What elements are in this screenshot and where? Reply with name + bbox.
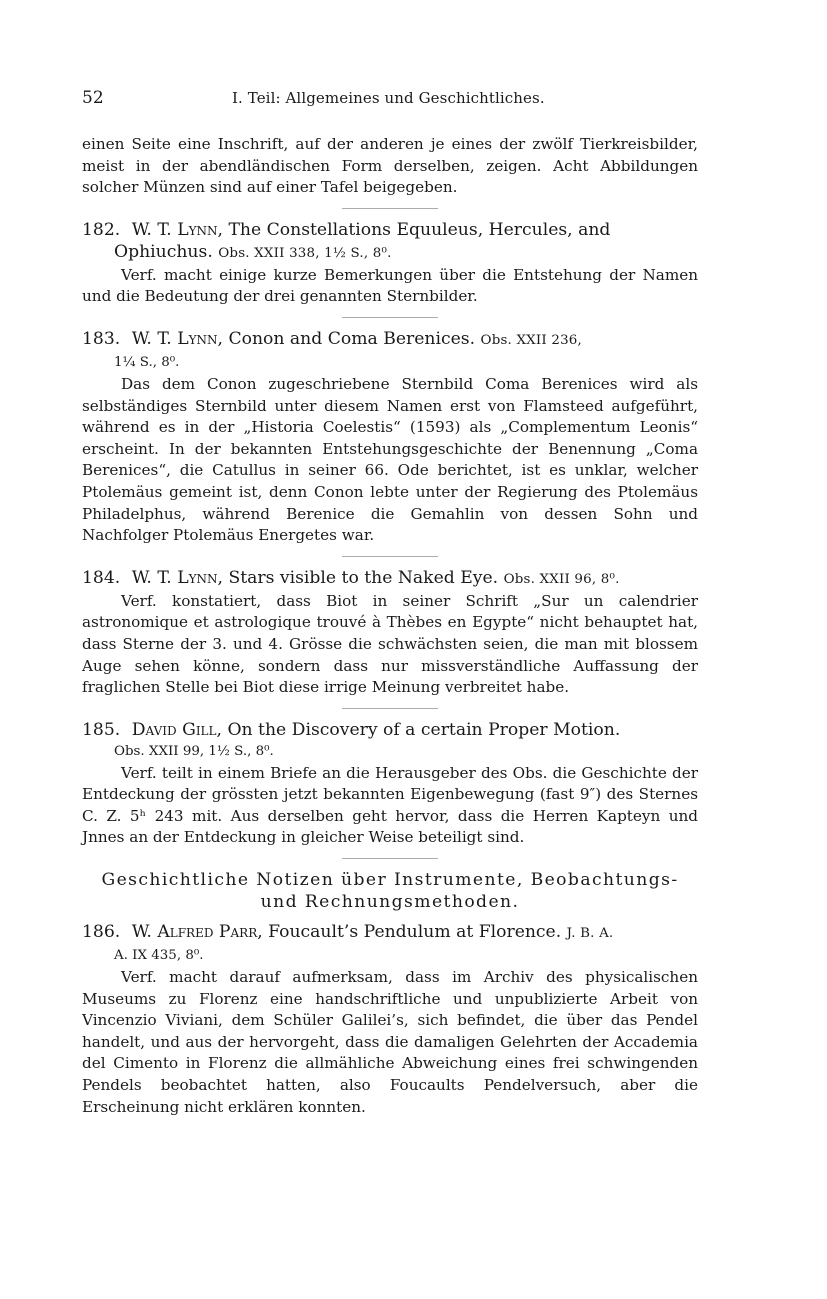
entry-number: 185. bbox=[82, 719, 121, 740]
entry-heading bbox=[82, 719, 698, 763]
entry-number: 186. bbox=[82, 922, 121, 943]
entry-title: Foucault’s Pendulum at Florence. bbox=[268, 922, 562, 943]
entry-body: Verf. macht einige kurze Bemerkungen über die Entstehung der Namen und die Bedeutung der drei genannten Sternbilder. bbox=[82, 265, 698, 306]
entry-author: W. T. Lynn, bbox=[131, 219, 223, 240]
entry-reference: Obs. XXII 99, 1½ S., 8⁰. bbox=[114, 743, 274, 759]
entry-title: The Constellations Equuleus, Hercules, and bbox=[228, 219, 611, 240]
entry-184 bbox=[82, 567, 698, 699]
entry-number: 183. bbox=[82, 328, 121, 349]
entry-body: Das dem Conon zugeschriebene Sternbild Coma Berenices wird als selbständiges Sternbild unter diesem Namen erst von Flamsteed aufgeführt, während es in der „Historia Coelestis“ (1593) als „Complementum Leonis“ erscheint. In der bekannten Entstehungsgeschichte der Benennung „Coma Berenices“, die Catullus in seiner 66. Ode berichtet, ist es unklar, welcher Ptolemäus gemeint ist, denn Conon lebte unter der Regierung des Ptolemäus Philadelphus, während Berenice die Gemahlin von dessen Sohn und Nachfolger Ptolemäus Energetes war. bbox=[82, 374, 698, 545]
separator-rule bbox=[342, 708, 438, 709]
entry-reference: J. B. A. bbox=[566, 926, 614, 942]
separator-rule bbox=[342, 317, 438, 318]
entry-title: Conon and Coma Berenices. bbox=[228, 328, 476, 349]
separator-rule bbox=[342, 858, 438, 859]
section-heading-line1: Geschichtliche Notizen über Instrumente, Beobachtungs- bbox=[101, 870, 679, 891]
running-title: I. Teil: Allgemeines und Geschichtliches. bbox=[232, 89, 545, 107]
entry-title: Stars visible to the Naked Eye. bbox=[228, 567, 499, 588]
entry-heading bbox=[82, 328, 698, 374]
entry-heading bbox=[82, 219, 698, 265]
entry-title-cont: Ophiuchus. bbox=[114, 241, 213, 262]
entry-body: Verf. macht darauf aufmerksam, dass im Archiv des physicalischen Museums zu Florenz eine handschriftliche und unpublizierte Arbeit von Vincenzio Viviani, dem Schüler Galilei’s, sich befindet, die über das Pendel handelt, und aus der hervorgeht, dass die damaligen Gelehrten der Accademia del Cimento in Florenz die allmähliche Abweichung eines frei schwingenden Pendels beobachtet hatten, also Foucaults Pendelversuch, aber die Erscheinung nicht erklären konnten. bbox=[82, 968, 698, 1116]
entry-reference: Obs. XXII 338, 1½ S., 8⁰. bbox=[218, 245, 392, 261]
separator-rule bbox=[342, 556, 438, 557]
entry-heading bbox=[82, 567, 698, 591]
entry-author: W. Alfred Parr, bbox=[131, 922, 263, 943]
entry-title: On the Discovery of a certain Proper Motion. bbox=[227, 719, 621, 740]
separator-rule bbox=[342, 208, 438, 209]
entry-heading bbox=[82, 921, 698, 967]
entry-number: 182. bbox=[82, 219, 121, 240]
section-heading bbox=[82, 869, 698, 913]
section-heading-line2: und Rechnungsmethoden. bbox=[260, 892, 520, 913]
entry-183 bbox=[82, 328, 698, 547]
entry-author: W. T. Lynn, bbox=[131, 567, 223, 588]
entry-reference-cont: A. IX 435, 8⁰. bbox=[114, 948, 204, 964]
entry-body: Verf. konstatiert, dass Biot in seiner Schrift „Sur un calendrier astronomique et astrologique trouvé à Thèbes en Egypte“ nicht behauptet hat, dass Sterne der 3. und 4. Grösse die schwächsten seien, die man mit blossem Auge sehen könne, sondern dass nur missverständliche Auffassung der fraglichen Stelle bei Biot diese irrige Meinung verbreitet habe. bbox=[82, 591, 698, 697]
entry-reference: Obs. XXII 96, 8⁰. bbox=[503, 571, 620, 587]
entry-186 bbox=[82, 921, 698, 1118]
entry-author: David Gill, bbox=[131, 719, 222, 740]
entry-author: W. T. Lynn, bbox=[131, 328, 223, 349]
entry-body: Verf. teilt in einem Briefe an die Herausgeber des Obs. die Geschichte der Entdeckung der grössten jetzt bekannten Eigenbewegung (fast 9″) des Sternes C. Z. 5ʰ 243 mit. Aus derselben geht hervor, dass die Herren Kapteyn und Jnnes an der Entdeckung in gleicher Weise beteiligt sind. bbox=[82, 763, 698, 847]
entry-number: 184. bbox=[82, 567, 121, 588]
page-number: 52 bbox=[82, 88, 104, 108]
intro-paragraph: einen Seite eine Inschrift, auf der anderen je eines der zwölf Tierkreisbilder, meist in der abendländischen Form derselben, zeigen. Acht Abbildungen solcher Münzen sind auf einer Tafel beigegeben. bbox=[82, 135, 698, 197]
entry-182 bbox=[82, 219, 698, 308]
running-head bbox=[82, 88, 698, 112]
entry-185 bbox=[82, 719, 698, 849]
entry-reference: Obs. XXII 236, bbox=[480, 332, 582, 348]
entry-reference-cont: 1¼ S., 8⁰. bbox=[114, 354, 180, 370]
book-page bbox=[82, 88, 698, 1118]
